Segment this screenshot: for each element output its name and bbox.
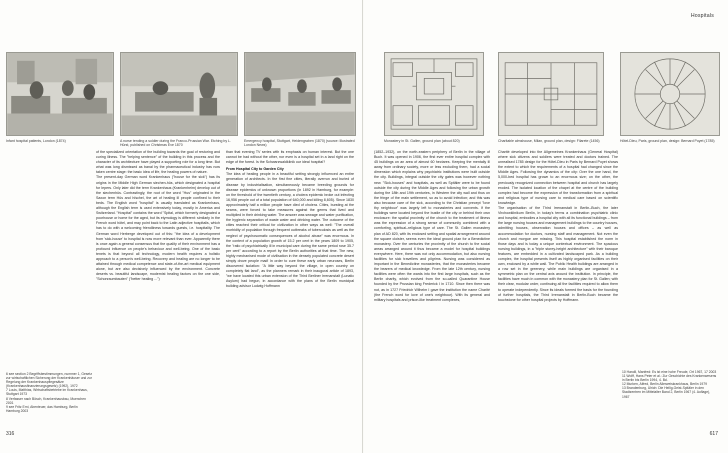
paragraph: The organisation of the Third Irrenanstalt in Berlin–Buch, the later Virchowklinikum Berlin, in today's terms a combination psychiatric clinic and hospital, embodies a hospital city with all its functional buildings – from the large nursing houses and management buildings to the country houses, admitting houses, observation houses and offices – as well as accommodation for doctors, nursing staff and management. Not even the church and morgue are missing. This hospital established the norm in those days and is today a unique contextual environment. The spacious nursing buildings, in a "triple storey-height architecture" with their baroque features, are embedded in a cultivated landscaped park. As a building complex, the hospital presents itself as highly organised facilities on their own, enclosed by a white wall. The Public Health buildings are arranged in a row set in the greenery, while main buildings are organised in a symmetric plan on the central axis around the institution. In principle, the facilities have much in common with the monastery plan for St. Gallen; with their clear, modular order, continuing all the facilities required to allow them to operate independently. Since its ideals formed the basis for the founding of further hospitals, the Third Irrenanstalt in Berlin-Buch became the touchstone for other hospital projects by Hoffmann. (498, 206, 618, 302)
footnote: 11 Wolff, Hans Peter et al.: Zur Geschichte des Krankenwesens in Berlin bis Berlin 1994, 4. Bd. (622, 374, 717, 383)
figure-hotel-dieu-plan (620, 52, 720, 136)
footnote: 13 Brandenburg, Ulrich: Die Heilig-Geist-Spitäler in den Stadtzentren im Mittelalter Band 2, Berlin 1967 (4. Auflage), 1967 (622, 386, 711, 399)
footnote: 7 Louis, Matthias, Wirtschaftsbetriebe im Krankenhaus, Stuttgart 1973 (6, 388, 88, 397)
section-subheading: From Hospital City to Garden City (226, 167, 284, 172)
footnote: 8 Verfasser nach Bösch, Krankenhausbau, Muenchen 2001 (6, 396, 86, 405)
paragraph: of the specialized orientation of the building towards the goal of restoring and curing illness. The "helping sentence" of the building in this process and the character of its architecture have played a supporting role for a long time. But what was long dismissed as banal by the pharmaceutical industry has now taken centre stage: the basic idea of life, the healing powers of nature. (96, 150, 220, 175)
footnotes-left (6, 372, 92, 432)
footnotes-right (622, 370, 718, 428)
figure-milan-almshouse-plan (498, 52, 604, 136)
paragraph: The idea of healing people in a beautiful setting strongly influenced an entire generation of architects. In the first fine cities, literally overrun and buried of disease by industrialisation, simultaneously became breeding grounds for disease epidemics of unknown proportions (in 1892 in Hamburg, for example: on the threshold of the twentieth century, a cholera epidemic broke out infecting 16,956 people out of a total population of 640,000 and killing 8,605). Since 1830 approximately half a million people have died of cholera. Cities, bursting at the seams, were forced to take measures against the germs that lived and multiplied in their drinking water. The answer was sewage and water purification, the hygienic separation of waste water and drinking water. The outcome of the cities reached their critical for civilization in other ways as well: "The overall morbidity of population through frequent outbreaks of tuberculosis as well as the neglect of psychosomatic consequences of alcohol abuse" was enormous. In the context of a population growth of 15.2 per cent in the years 1809 to 1905, the "ratio of psychiatrically ill in municipal care during the same period rose 35.7 per cent" according to a report by the Berlin authorities at that time. The new, highly mechanised mode of civilisation in the densely populated concrete desert simply drove people mad! In order to cure these early urban neuroses, Berlin discovered isolation: "A little way beyond the village, in open country on completely flat land", as the planners remark in their inaugural article of 1893, "we have located this urban extension of the Third Berliner Irrenanstalt (Lunatic Asylum) had begun, in accordance with the plans of the Berlin municipal building advisor Ludwig Hoffmann (226, 172, 354, 289)
plan-drawing (621, 53, 719, 135)
right-text-column-2 (498, 150, 618, 430)
engraving-image (245, 53, 355, 135)
right-page (364, 0, 728, 453)
etching-image (121, 53, 237, 135)
figure-caption: Infant hospital patients, London (1874) (6, 139, 66, 143)
figure-caption: Charitable almshouse, Milan, ground plan, design: Filarete (1456) (498, 139, 600, 143)
paragraph: than that evening TV series with its emphasis on human interest. But the one cannot be had without the other, nor even is a hospital set in a land right on the edge of the forest. Is the Schwarzwaldklinik our ideal hospital? (226, 150, 354, 165)
footnote: 6 see section 2 Begriffsbestimmungen, nummer 1, Gesetz zur wirtschaftlichen Sicherung der Krankenhäuser und zur Regelung der Krankenhauspflegesätze (Krankenhausfinanzierungsgesetz) (1992), 1972 (6, 372, 92, 389)
figure-caption: Hôtel-Dieu, Paris, ground plan, design: Bernard Poyet (1785) (620, 139, 715, 143)
paragraph: Charité developed into the Allgemeines Krankenhaus (General Hospital) where sick citizens and soldiers were treated and doctors trained. The unrealised 1785 design for the Hôtel-Dieu in Paris by Bernard Poyet shows the extent to which the requirements of a hospital had changed since the Middle Ages. Following the dynamics of the city: Over the one hand, the 5,000-bed hospital has grown to an enormous size; on the other, the previously recognized connection between hospital and church has largely eroded. The isolated location of the chapel at the centre of the building complex had become the expression of the transformation from a spiritual and religious type of nursing care to medical care based on scientific knowledge. (498, 150, 618, 205)
left-text-column-1 (96, 150, 220, 426)
figure-caption: A nurse tending a soldier during the Franco-Prussian War. Etching by L. Hürst, published on Christmas Eve 1870 (120, 139, 231, 148)
footnote: 9 see Fritz Erni, Abenteuer, das Hamburg, Berlin Hamburg 2003 (6, 404, 78, 413)
plan-drawing (385, 53, 483, 135)
footnote: 10 Handil, Manfred: Es ist eine hohe Freude, Ort 1967, 17 2003 (622, 370, 717, 374)
figure-emergency-hospital-engraving (244, 52, 356, 136)
right-text-column-1 (374, 150, 490, 430)
engraving-image (7, 53, 113, 135)
page-number-right: 617 (709, 431, 718, 437)
paragraph: The present-day German word Krankenhaus ("house for the sick") has its origins in the Middle High German siechen-hûs, which designated a hospital for lepers. Only later did the term Krankenhaus (Krankenheim) develop out of the siechenhûs. Contrastingly, the root of the word "Hus" originated in the Saxon term Hûs and hîschel, the art of healing ill people confined to their beds. The English word "hospital" is usually translated as Krankenhaus, although the English term is used extensively today, mostly in America and Switzerland. "Hospital" contains the word "Spital, which formerly designated a poorhouse or home for the aged, but its etymology is different: similarly in the French word hôtel, and may point back to the Latin adjective hospitalis, which has to do with a welcoming friendliness towards guests, i.e. hospitality. The German word Herberge developed out of this: "the idea of a development from 'sick-house' to hospital is now more relevant than ever. Apparently there is once again a general consensus that the quality of their environment has a profound influence on people's behaviour and well-being. One of the basic tenets is that beyond all technology, modern health requires a holistic approach to a person's well-being. Recovery and healing are no longer to be attained through medical competence and state-of-the-art medical equipment alone, but are also decisively influenced by the environment. Concrete deserts vs. beautiful landscape, modernist healing factors on the one side, "Schonraumbauten" ("better healing ...") (96, 175, 220, 282)
page-number-left: 316 (6, 431, 15, 437)
plan-drawing (499, 53, 603, 135)
figure-caption: Emergency hospital, Stuttgart, Heidengraben (1870) (source: Illustrated London News) (244, 139, 355, 148)
figure-caption: Monastery in St. Gallen, ground plan (about 820) (384, 139, 460, 143)
footnote: 12 Murken, Alfred, Berlin Allerweiskrankhaus, Berlin 1979 (622, 382, 707, 387)
paragraph: (1852–1932), on the north-eastern periphery of Berlin in the village of Buch. It was opened in 1906, the first ever entire hospital complex with 45 buildings on an area of almost 60 hectares. Keeping the mentally ill away from ordinary society, more or less excluding them, had a social dimension which explains why psychiatric institutions were built outside the city. Buildings, integral outside the city gates was however nothing new. "Sick-houses" and hospitals, as well as Spitäler were to be found outside the city during the Middle Ages and following the urban growth during the 18th and 19th centuries, in Western the city wall and thus on the fringe of the main settlement, so as to avoid infection; and this was also because care of the sick, according to the Christian precept "love thy neighbour" was largely left to monasteries and convents. If the buildings were located beyond the bustle of the city or behind their own enclosure: the spatial proximity of the church to the treatment of illness was the expression of a strong sense of community combined with a comforting, spiritual–religious type of care. The St. Gallen monastery plan of AD 820, with its enclosed setting and spatial arrangement around the square cloister, seems even the ideal ground plan for a Benedictine monastery. Over the centuries the proximity of the church to the social areas arranged around it thus became a model for hospital buildings everywhere. Here, there was not only accommodation, but also nursing facilities for sick travellers and pilgrims. Nursing was considered as important in the Benedictine monasteries, that the monasteries became the bearers of medical knowledge. From the late 12th century, nursing facilities were often the wards into the first large hospitals, such as the Berlin charity, which evolved from the so-called Quarantine House founded by the Prussian king Frederick I in 1710. Since then there was not, as in 1727 Friedrich Wilhelm I gave the institution the name Charité (the French word for love of one's neighbour). With its general and military hospitals and prison-like treatment complexes, (374, 150, 490, 302)
figure-infant-patients-engraving (6, 52, 114, 136)
figure-st-gallen-plan (384, 52, 484, 136)
left-page (0, 0, 363, 453)
running-header: Hospitals (690, 13, 714, 19)
left-text-column-2 (226, 150, 354, 426)
figure-nurse-soldier-etching (120, 52, 238, 136)
